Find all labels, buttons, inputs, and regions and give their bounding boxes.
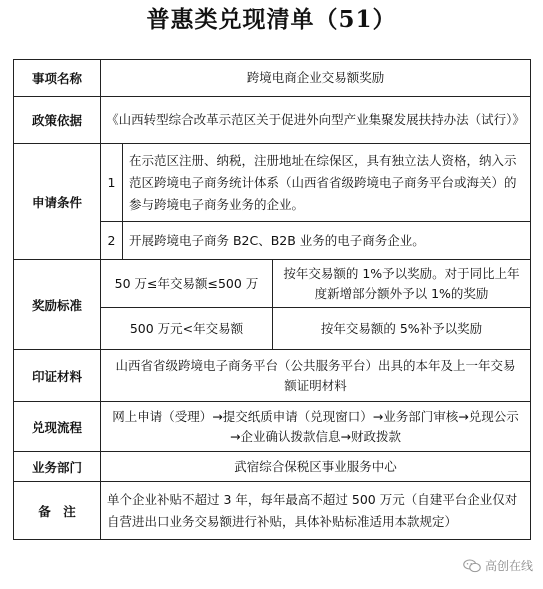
row-reward-tier-1	[14, 260, 531, 308]
reward-label: 奖励标准	[14, 260, 101, 350]
policy-basis-label: 政策依据	[14, 97, 101, 144]
policy-table	[13, 59, 531, 540]
department-label: 业务部门	[14, 452, 101, 482]
condition-number: 2	[101, 222, 123, 260]
row-condition-1	[14, 144, 531, 222]
evidence-value: 山西省省级跨境电子商务平台（公共服务平台）出具的本年及上一年交易额证明材料	[101, 350, 531, 402]
row-policy-basis	[14, 97, 531, 144]
row-evidence	[14, 350, 531, 402]
page-title: 普惠类兑现清单（51）	[146, 6, 397, 33]
row-item-name	[14, 60, 531, 97]
process-value: 网上申请（受理）→提交纸质申请（兑现窗口）→业务部门审核→兑现公示→企业确认拨款信息→财政拨款	[101, 402, 531, 452]
watermark	[463, 557, 533, 574]
condition-text: 开展跨境电子商务 B2C、B2B 业务的电子商务企业。	[123, 222, 531, 260]
reward-range: 50 万≤年交易额≤500 万	[101, 260, 273, 308]
evidence-label: 印证材料	[14, 350, 101, 402]
application-label: 申请条件	[14, 144, 101, 260]
row-remarks	[14, 482, 531, 540]
row-process	[14, 402, 531, 452]
reward-range: 500 万元<年交易额	[101, 308, 273, 350]
condition-number: 1	[101, 144, 123, 222]
item-name-value: 跨境电商企业交易额奖励	[101, 60, 531, 97]
watermark-text: 高创在线	[484, 559, 533, 573]
reward-description: 按年交易额的 5%补予以奖励	[273, 308, 531, 350]
remarks-value: 单个企业补贴不超过 3 年，每年最高不超过 500 万元（自建平台企业仅对自营进出口业务交易额进行补贴，具体补贴标准适用本款规定）	[101, 482, 531, 540]
item-name-label: 事项名称	[14, 60, 101, 97]
remarks-label: 备 注	[14, 482, 101, 540]
process-label: 兑现流程	[14, 402, 101, 452]
wechat-icon	[463, 559, 481, 573]
condition-text: 在示范区注册、纳税，注册地址在综保区，具有独立法人资格，纳入示范区跨境电子商务统计体系（山西省省级跨境电子商务平台或海关）的参与跨境电子商务业务的企业。	[123, 144, 531, 222]
policy-basis-value: 《山西转型综合改革示范区关于促进外向型产业集聚发展扶持办法（试行）》	[101, 97, 531, 144]
reward-description: 按年交易额的 1%予以奖励。对于同比上年度新增部分额外予以 1%的奖励	[273, 260, 531, 308]
row-department	[14, 452, 531, 482]
department-value: 武宿综合保税区事业服务中心	[101, 452, 531, 482]
